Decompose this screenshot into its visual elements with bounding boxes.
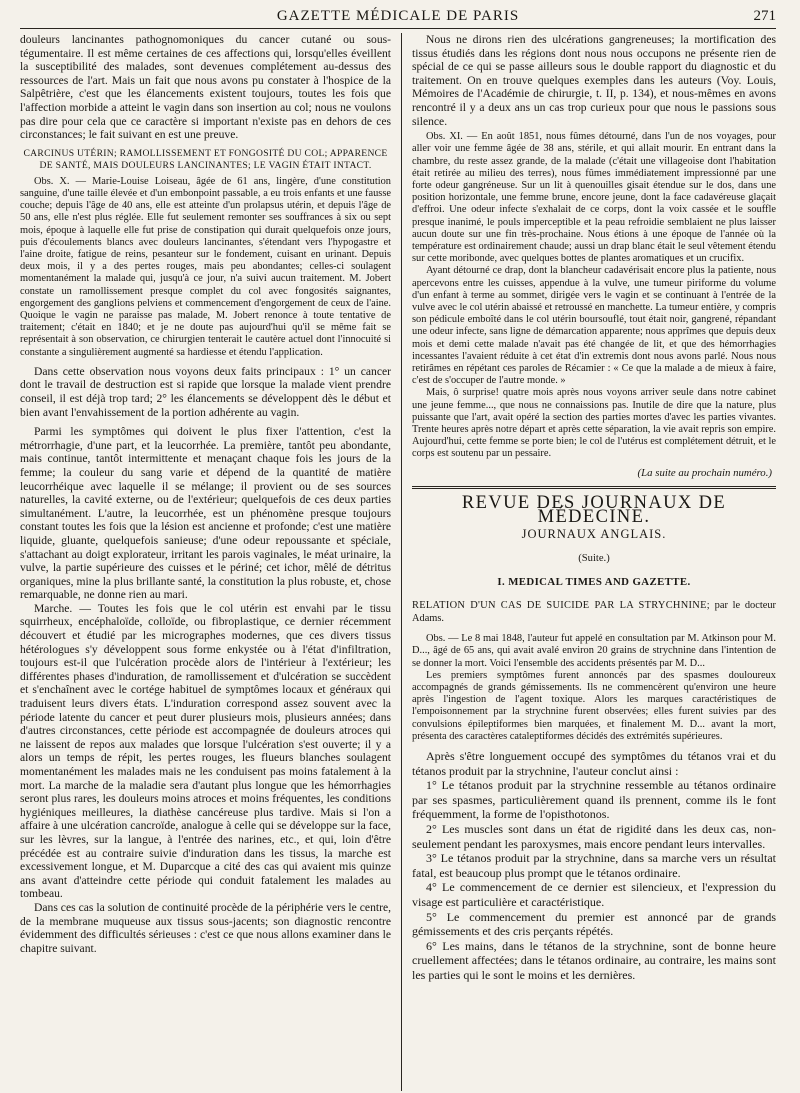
- paragraph: Nous ne dirons rien des ulcérations gangreneuses; la mortification des tissus étudiés dans les régions dont nous nous occupons ne présente rien de spécial de ce qui se passe ailleurs sous le double rapport du diagnostic et du traitement. On en trouve quelques exemples dans les auteurs (Voy. Louis, Mémoires de l'Académie de chirurgie, t. II, p. 134), et nous-mêmes en avons rencontré il y a deux ans un cas trop curieux pour que nous le passions sous silence.: [412, 33, 776, 128]
- section-divider: [412, 486, 776, 489]
- section-subtitle: JOURNAUX ANGLAIS.: [521, 527, 667, 542]
- conclusions: [412, 749, 776, 983]
- observation-text: Obs. — Le 8 mai 1848, l'auteur fut appelé en consultation par M. Atkinson pour M. D..., âgé de 65 ans, qui avait avalé environ 20 grains de strychnine dans l'intention de se donner la mort. Voici l'ensemble des accidents présentés par M. D...: [412, 633, 776, 669]
- observation-text: Obs. XI. — En août 1851, nous fûmes détourné, dans l'un de nos voyages, pour aller voir une femme âgée de 38 ans, stérile, et qui allait mourir. En entrant dans la chambre, du reste assez grande, de la malade (c'était une villageoise dont l'habitation était retirée au milieu des terres), nous fûmes immédiatement impressionné par une forte odeur gangréneuse. Sur un lit à quenouilles gisait étendue sur le dos, dans une position horizontale, une femme brune, encore jeune, dont la face cadavéreuse glaçait d'effroi. Une odeur infecte s'exhalait de ce corps, dont la voix cassée et le souffle presque inanimé, le pouls imperceptible et la peau refroidie semblaient ne plus laisser aucun doute sur une fin très-prochaine. Nous étions à une époque de l'année où la température est ordinairement chaude; aussi un drap blanc était le seul vêtement étendu sur cette moribonde, avec quelques bottes de plantes aromatiques et un crucifix.: [412, 131, 776, 265]
- observation-text: Les premiers symptômes furent annoncés par des spasmes douloureux accompagnés de grands gémissements. Ils ne commencèrent qu'environ une heure après l'ingestion de l'agent toxique. Alors les marques caractéristiques de l'empoisonnement par la strychnine furent observées; elles furent suivies par des convulsions épileptiformes bien marquées, et finalement M. D... avant la mort, présenta des caractères cataleptiformes décidés des extrémités supérieures.: [412, 669, 776, 742]
- article-title-main: RELATION D'UN CAS DE SUICIDE PAR LA STRYCHNINE;: [412, 600, 710, 612]
- two-column-body: [20, 33, 776, 1091]
- continued-note: (La suite au prochain numéro.): [637, 466, 772, 479]
- paragraph: douleurs lancinantes pathognomoniques du cancer cutané ou sous-tégumentaire. Il est même certaines de ces affections qui, lorsqu'elles éveillent la susceptibilité des malades, sont devenues complétement au-dessus des ressources de l'art. Mais un fait que nous avons pu constater à l'hospice de la Salpêtrière, c'est que les élancements existent toujours, toutes les fois que l'affection morbide a atteint le vagin dans son insertion au col; nous ne voulons pas dire pour cela que ce caractère si important n'existe pas en dehors de ces circonstances; le fait suivant en est une preuve.: [20, 33, 391, 142]
- page-header: [20, 6, 776, 29]
- observation-strychnine: [412, 633, 776, 743]
- conclusion-item: 4° Le commencement de ce dernier est silencieux, et l'expression du visage est particulière et caractéristique.: [412, 880, 776, 909]
- conclusion-item: 6° Les mains, dans le tétanos de la strychnine, sont de bonne heure cruellement affectées; dans le tétanos ordinaire, au contraire, les mains sont les parties qui le sont le moins et les dernières.: [412, 938, 776, 982]
- article-title: [412, 599, 776, 625]
- observation-text: Ayant détourné ce drap, dont la blancheur cadavérisait encore plus la patiente, nous apercevons entre les cuisses, appendue à la vulve, une tumeur piriforme du volume d'un enfant à terme au sommet, dirigée vers le vagin et se continuant à l'entrée de la vulve avec le col utérin abaissé et retroussé en manchette. La tumeur entière, y compris son pédicule emboîté dans le col utérin boursouflé, tout était noir, gangrené, répandant une odeur infecte, sans ligne de démarcation apparente; nous apprîmes que depuis deux mois et demi cette malade n'avait pas été changée de lit, et que des hémorrhagies incessantes l'avaient réduite à cet état d'in extremis dont nous avons parlé. Nous nous retirâmes en répétant ces paroles de Récamier : « Ce que la malade a de mieux à faire, c'est de s'occuper de l'autre monde. »: [412, 265, 776, 387]
- suite-label: (Suite.): [578, 553, 610, 565]
- observation-x: [20, 176, 391, 359]
- conclusion-item: 5° Le commencement du premier est annoncé par de grands gémissements et des cris perçants répétés.: [412, 909, 776, 939]
- paragraph: Marche. — Toutes les fois que le col utérin est envahi par le tissu squirrheux, encéphaloïde, colloïde, ou fibroplastique, ce dernier récemment découvert et étudié par les micrographes modernes, que ces divers tissus hétérologues s'y développent sous forme enkystée ou à l'état d'infiltration, toujours est-il que l'ulcération procède alors de l'intérieur à l'extérieur; les différentes phases d'induration, de ramollissement et d'ulcération se succèdent et s'enchaînent avec le cortége habituel de symptômes locaux et généraux qui traduisent leurs divers états. L'induration correspond assez souvent avec la période latente du cancer et peut durer plusieurs mois, plusieurs années; dans d'autres circonstances, cette période est accompagnée de douleurs atroces qui ne laissent de repos aux malades que lorsque l'ulcération s'est ouverte; il y a alors un temps de répit, les pertes rouges, les flueurs blanches soulagent momentanément les malades mais ne les conduisent pas moins fatalement à la mort. La marche de la maladie sera d'autant plus longue que les hémorrhagies seront plus rares, les douleurs moins atroces et moins fréquentes, les conditions hygiéniques meilleures, la diathèse cancéreuse plus tardive. Mais si l'on a affaire à une ulcération cancroïde, analogue à celle qui se développe sur la face, sur les lèvres, sur la langue, à l'entrée des narines, etc., et qui, loin d'être précédée est au contraire suivie d'induration dans les tissus, la marche est excessivement longue, et M. Duparcque a cité des cas qui avaient mis quinze ans avant d'atteindre cette période qui conduit fatalement les malades au tombeau.: [20, 601, 391, 901]
- article-author: par le docteur Adams.: [412, 600, 776, 625]
- observation-xi: [412, 131, 776, 460]
- conclusion-intro: Après s'être longuement occupé des symptômes du tétanos vrai et du tétanos produit par la strychnine, l'auteur conclut ainsi :: [412, 749, 776, 778]
- observation-text: Mais, ô surprise! quatre mois après nous voyons arriver seule dans notre cabinet une jeune femme..., que nous ne connaissions pas. Inutile de dire que la nature, plus puissante que l'art, avait opéré la section des parties mortes d'avec les parties vivantes. Trente heures après notre départ et après cette séparation, la vie avait repris son empire. Aujourd'hui, cette femme se porte bien; le col de l'utérus est complétement détruit, et le corps est soutenu par un pessaire.: [412, 387, 776, 460]
- left-column: [20, 33, 402, 1091]
- paragraph: Dans cette observation nous voyons deux faits principaux : 1° un cancer dont le travail de destruction est si rapide que lorsque la malade vient prendre conseil, il est déjà trop tard; 2° les élancements se développent dès le début et bien avant l'envahissement de la portion adhérente au vagin.: [20, 364, 391, 419]
- paragraph: Parmi les symptômes qui doivent le plus fixer l'attention, c'est la métrorrhagie, d'une part, et la leucorrhée. La première, tantôt peu abondante, mais continue, tantôt intermittente et menaçant chaque fois les jours de la femme; la couleur du sang varie et dépend de la quantité de matière leucorrhéique avec laquelle il se mélange; il provient ou de ses sources naturelles, la cavité externe, ou de l'extérieur; quelquefois de ces deux parties simultanément. L'autre, la leucorrhée, est un phénomène presque toujours constant toutes les fois que la lésion est ancienne et profonde; c'est une matière liquide, gluante, quelquefois sanieuse; d'une odeur repoussante et spéciale, s'attachant au doigt explorateur, irritant les parois vaginales, le méat urinaire, la vulve, la partie supérieure des cuisses et le périné; cet ichor, mêlé de détritus organiques, mine la plus brillante santé, la constitution la plus robuste, et, chose remarquable, ne donne rien au mari.: [20, 425, 391, 602]
- journal-title: GAZETTE MÉDICALE DE PARIS: [276, 8, 520, 24]
- conclusion-item: 1° Le tétanos produit par la strychnine ressemble au tétanos ordinaire par ses spasmes, particulièrement quand ils prennent, comme ils le font fréquemment, la forme de l'opisthotonos.: [412, 778, 776, 822]
- page-number: 271: [753, 8, 776, 24]
- paragraph: Dans ces cas la solution de continuité procède de la périphérie vers le centre, de la membrane muqueuse aux tissus sous-jacents; son diagnostic rencontre évidemment des difficultés sérieuses : c'est ce que nous allons examiner dans le chapitre suivant.: [20, 900, 391, 955]
- right-column: [402, 33, 776, 1091]
- conclusion-item: 3° Le tétanos produit par la strychnine, dans sa marche vers un résultat fatal, est beaucoup plus prompt que le tétanos ordinaire.: [412, 851, 776, 880]
- conclusion-item: 2° Les muscles sont dans un état de rigidité dans les deux cas, non-seulement pendant les paroxysmes, mais encore pendant leurs intervalles.: [412, 822, 776, 851]
- journal-heading: I. MEDICAL TIMES AND GAZETTE.: [497, 575, 691, 588]
- observation-text: Obs. X. — Marie-Louise Loiseau, âgée de 61 ans, lingère, d'une constitution sanguine, d'une taille élevée et d'un embonpoint passable, a eu trois enfants et une fausse couche; depuis l'âge de 40 ans, elle est atteinte d'un prolapsus utérin, et depuis l'âge de 50 ans, elle n'est plus réglée. Elle fut seulement remonter ses souffrances à six ou sept mois, époque à laquelle elle fut prise de constipation qui durait quelquefois onze jours, puis d'écoulements blancs avec douleurs lancinantes, s'étendant vers l'hypogastre et l'aine droite, fatigue de reins, pesanteur sur le fondement, cuisant en urinant. Depuis deux mois, il y a des pertes rouges, mais peu abondantes; celles-ci soulagent momentanément la malade qui, jusqu'à ce jour, n'a suivi aucun traitement. M. Jobert constate un ramollissement presque complet du col avec fongosités saignantes, engorgement des ganglions pelviens et commencement d'engorgement de ceux de l'aine. Quoique le vagin ne paraisse pas malade, M. Jobert renonce à toute tentative de traitement; c'était en 1840; et je ne doute pas aujourd'hui qu'il se même fait se représentait à son observation, ce chirurgien tenterait le cautère actuel dont l'innocuité si constante a singulièrement augmenté sa hardiesse et étendu l'application.: [20, 175, 391, 358]
- section-title: REVUE DES JOURNAUX DE MÉDECINE.: [461, 493, 727, 527]
- case-subheading: CARCINUS UTÉRIN; RAMOLLISSEMENT ET FONGOSITÉ DU COL; APPARENCE DE SANTÉ, MAIS DOULEURS LANCINANTES; LE VAGIN ÉTAIT INTACT.: [23, 147, 388, 171]
